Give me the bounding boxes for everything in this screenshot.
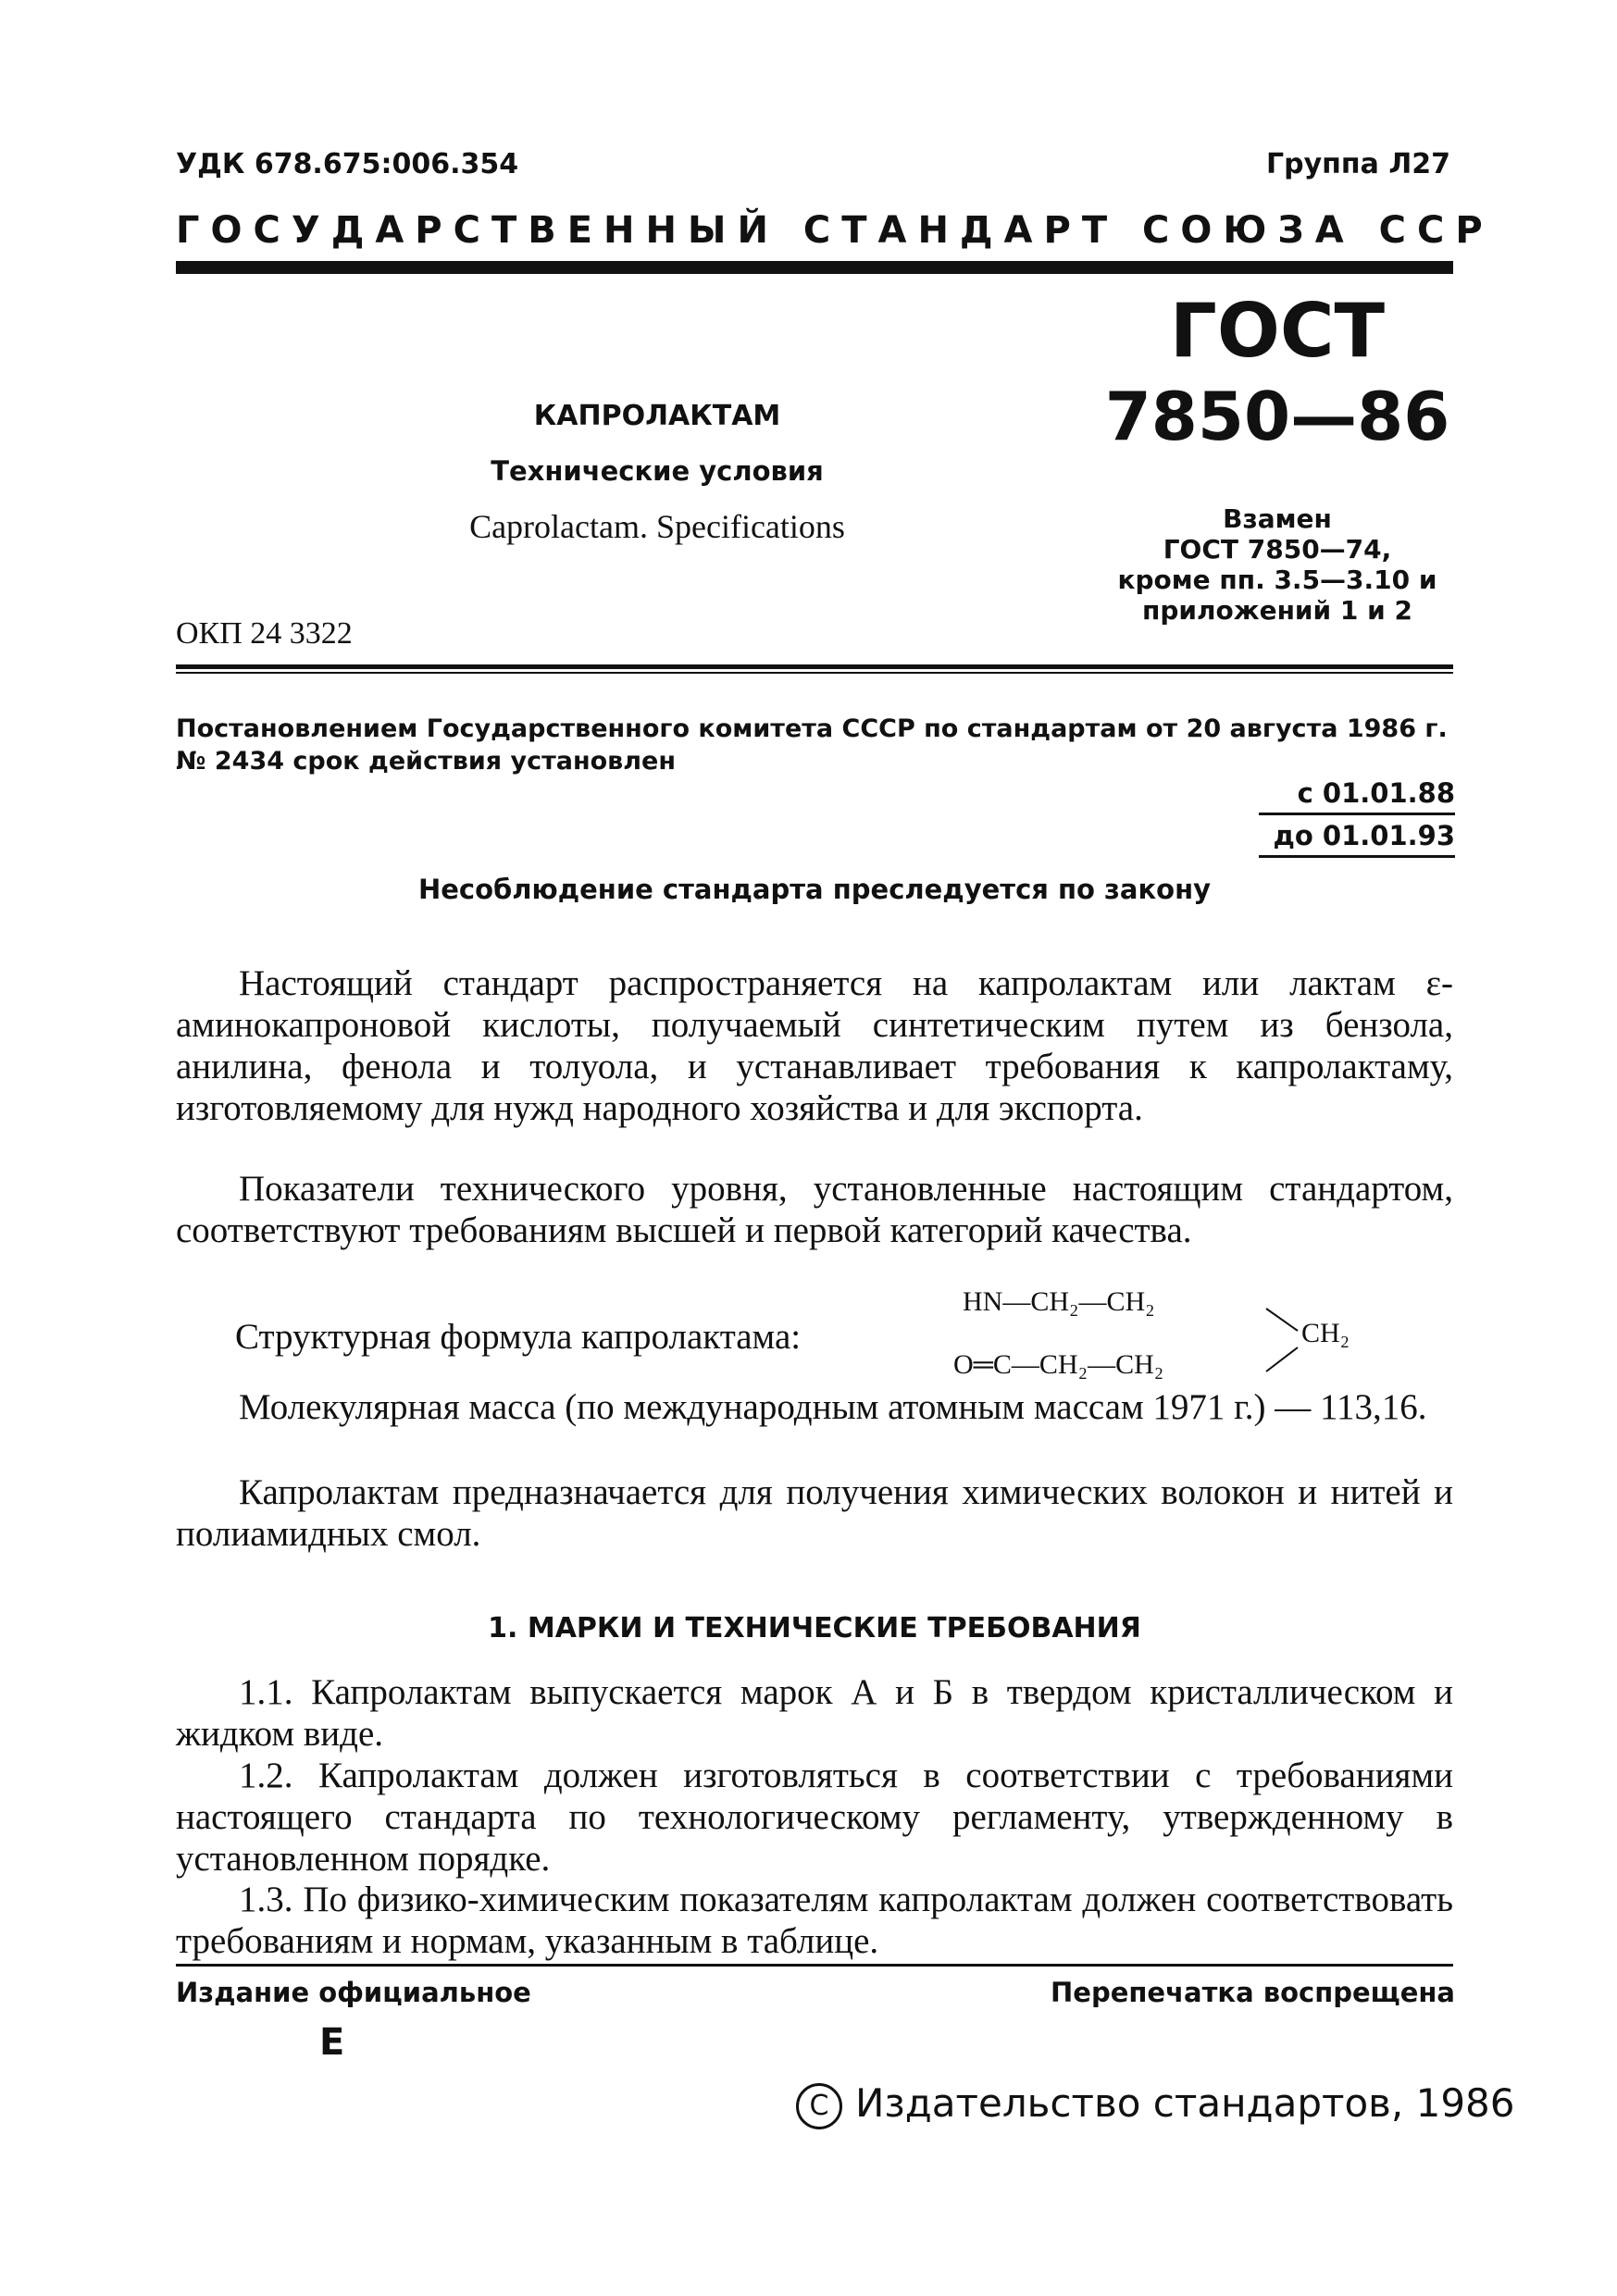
clause-1-3: 1.3. По физико-химическим показателям капролактам должен соответствовать требованиям и нормам, указанным в таблице. (176, 1880, 1453, 1961)
edition-letter: Е (319, 2021, 345, 2064)
clause-1-1: 1.1. Капролактам выпускается марок А и Б в твердом кристаллическом и жидком виде. (176, 1672, 1453, 1754)
state-standard-heading: ГОСУДАРСТВЕННЫЙ СТАНДАРТ СОЮЗА ССР (176, 209, 1494, 252)
udk-code: УДК 678.675:006.354 (176, 148, 519, 180)
formula-bottom-line: O═C—CH₂—CH₂ (953, 1349, 1164, 1380)
copyright-line (796, 2080, 1515, 2129)
okp-code: ОКП 24 3322 (176, 616, 353, 651)
gost-label: ГОСТ (1169, 288, 1386, 374)
document-title: КАПРОЛАКТАМ (533, 400, 781, 432)
copyright-text: Издательство стандартов, 1986 (855, 2080, 1515, 2126)
paragraph-scope: Настоящий стандарт распространяется на капролактам или лактам ε-аминокапроновой кислоты, получаемый синтетическим путем из бензола, анилина, фенола и толуола, и устанавливает требования к капролактаму, изготовляемому для нужд народного хозяйства и для экспорта. (176, 963, 1453, 1128)
paragraph-purpose: Капролактам предназначается для получения химических волокон и нитей и полиамидных смол. (176, 1472, 1453, 1554)
paragraph-molecular-mass: Молекулярная масса (по международным атомным массам 1971 г.) — 113,16. (239, 1387, 1427, 1427)
gost-number: 7850—86 (1104, 378, 1450, 455)
paragraph-quality: Показатели технического уровня, установленные настоящим стандартом, соответствуют требованиям высшей и первой категорий качества. (176, 1169, 1453, 1250)
formula-top-line: HN—CH₂—CH₂ (963, 1286, 1155, 1317)
group-code: Группа Л27 (1266, 148, 1450, 180)
document-subtitle: Технические условия (491, 455, 824, 487)
formula-bonds (953, 1286, 1453, 1397)
decree-text: Постановлением Государственного комитета СССР по стандартам от 20 августа 1986 г. № 2434 срок действия установлен (176, 714, 1448, 776)
divider (176, 672, 1453, 674)
effective-from: с 01.01.88 (1259, 777, 1455, 815)
replaces-line: ГОСТ 7850—74, (1163, 534, 1392, 565)
replaces-line: кроме пп. 3.5—3.10 и (1117, 565, 1437, 596)
effective-to: до 01.01.93 (1259, 820, 1455, 858)
copyright-icon: C (796, 2083, 842, 2129)
clause-1-2: 1.2. Капролактам должен изготовляться в соответствии с требованиями настоящего стандарта по технологическому регламенту, утвержденному в установленном порядке. (176, 1756, 1453, 1879)
formula-label: Структурная формула капролактама: (235, 1317, 802, 1357)
replaces-block (1064, 503, 1490, 626)
header-rule (176, 261, 1453, 274)
footer-rule (176, 1964, 1453, 1967)
section-title: 1. МАРКИ И ТЕХНИЧЕСКИЕ ТРЕБОВАНИЯ (488, 1612, 1141, 1644)
penalty-notice: Несоблюдение стандарта преследуется по закону (417, 874, 1212, 905)
structural-formula (953, 1286, 1453, 1397)
divider (176, 664, 1453, 669)
formula-right-group: CH₂ (1301, 1318, 1350, 1348)
replaces-line: приложений 1 и 2 (1141, 595, 1413, 627)
reprint-notice: Перепечатка воспрещена (1051, 1977, 1455, 2008)
official-edition: Издание официальное (176, 1977, 531, 2008)
document-title-english: Caprolactam. Specifications (469, 508, 845, 545)
replaces-line: Взамен (1223, 503, 1332, 534)
